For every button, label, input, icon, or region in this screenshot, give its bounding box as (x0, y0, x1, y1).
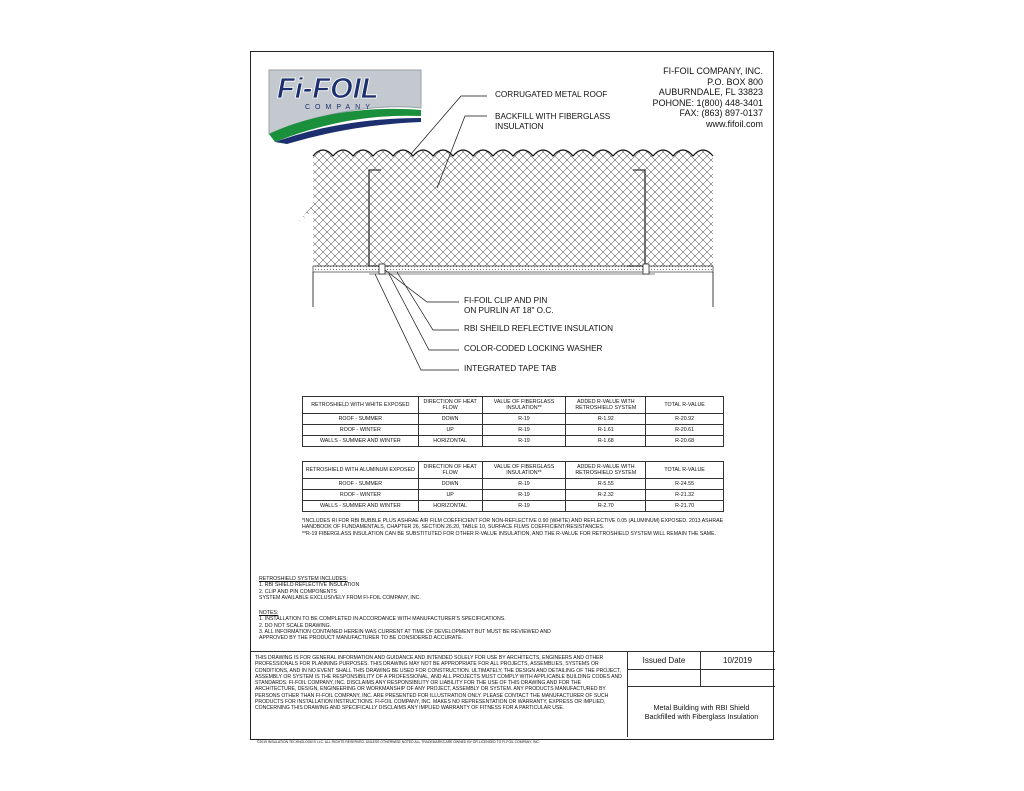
footnote-1: *INCLUDES RI FOR RBI BUBBLE PLUS ASHRAE AIR FILM COEFFICIENT FOR NON-REFLECTIVE 0.90 (WHITE) AND REFLECTIVE 0.05 (ALUMINUM) EXPOSED. 2013 ASHRAE HANDBOOK OF FUNDAMENTALS, CHAPTER 26, SECTION 26.20, TABLE 10, SURFACE FILMS COEFFICIENT/RESISTANCES. (302, 518, 724, 531)
table-header-cell: ADDED R-VALUE WITH RETROSHIELD SYSTEM (566, 462, 646, 479)
table-cell: R-21.32 (646, 490, 724, 501)
table-cell: UP (418, 490, 482, 501)
roof-section-drawing (251, 52, 775, 392)
note-item: 1. INSTALLATION TO BE COMPLETED IN ACCORDANCE WITH MANUFACTURER'S SPECIFICATIONS. (259, 616, 506, 623)
table-cell: R-1.68 (566, 436, 646, 447)
issued-date-label: Issued Date (628, 652, 701, 669)
table-cell: R-24.55 (646, 479, 724, 490)
company-phone: POHONE: 1(800) 448-3401 (652, 97, 763, 108)
callout-clip-2: ON PURLIN AT 18" O.C. (464, 306, 554, 315)
leader-tape (375, 274, 459, 370)
company-city: AUBURNDALE, FL 33823 (658, 87, 763, 97)
table-header-cell: DIRECTION OF HEAT FLOW (418, 462, 482, 479)
callout-backfill-2: INSULATION (495, 122, 544, 131)
table-cell: R-19 (482, 425, 566, 436)
footnote-2: **R-19 FIBERGLASS INSULATION CAN BE SUBSTITUTED FOR OTHER R-VALUE INSULATION, AND THE R-VALUE FOR RETROSHIELD SYSTEM WILL REMAIN THE SAME. (302, 530, 717, 537)
drawing-title (628, 686, 775, 738)
r-value-table-aluminum (302, 461, 724, 512)
table-cell: R-2.32 (566, 490, 646, 501)
company-po-box: P.O. BOX 800 (707, 76, 763, 87)
logo-sub: COMPANY (305, 104, 375, 111)
table-header-cell: TOTAL R-VALUE (646, 397, 724, 414)
leader-roof (411, 96, 487, 154)
table-cell: R-1.61 (566, 425, 646, 436)
note-item: 3. ALL INFORMATION CONTAINED HEREIN WAS CURRENT AT TIME OF DEVELOPMENT BUT MUST BE REVIEWED AND (259, 628, 551, 635)
table-header-cell: RETROSHIELD WITH WHITE EXPOSED (303, 397, 419, 414)
table-cell: WALLS - SUMMER AND WINTER (303, 436, 419, 447)
footnotes (302, 518, 727, 537)
clip-and-pin (379, 264, 385, 274)
table-row (303, 436, 724, 447)
table-cell: R-20.68 (646, 436, 724, 447)
drawing-sheet (250, 51, 774, 744)
table-row (303, 501, 724, 512)
table-header-cell: RETROSHIELD WITH ALUMINUM EXPOSED (303, 462, 419, 479)
system-item: 1. RBI SHIELD REFLECTIVE INSULATION (259, 582, 360, 589)
issued-date-value: 10/2019 (723, 656, 752, 665)
callout-rbi: RBI SHEILD REFLECTIVE INSULATION (464, 324, 614, 333)
table-cell: R-5.55 (566, 479, 646, 490)
table-cell: UP (418, 425, 482, 436)
clip-and-pin-right (643, 264, 649, 274)
table-cell: DOWN (418, 479, 482, 490)
table-cell: R-20.92 (646, 414, 724, 425)
table-cell: ROOF - SUMMER (303, 479, 419, 490)
callout-backfill-1: BACKFILL WITH FIBERGLASS (495, 112, 611, 121)
fiberglass-backfill (297, 150, 713, 266)
note-item: APPROVED BY THE PRODUCT MANUFACTURER TO BE CONSIDERED ACCURATE. (259, 635, 464, 642)
table-cell: ROOF - WINTER (303, 425, 419, 436)
disclaimer-text: THIS DRAWING IS FOR GENERAL INFORMATION AND GUIDANCE AND INTENDED SOLELY FOR USE BY ARCHITECTS, ENGINEERS AND OTHER PROFESSIONALS FOR PLANNING PURPOSES. THIS DRAWING MAY NOT BE APPROPRIATE FOR ALL PROJECTS, ASSEMBLIES, SYSTEMS OR CONDITIONS, AND IN NO EVENT SHALL THIS DRAWING BE USED FOR CONSTRUCTION. ULTIMATELY, THE DESIGN AND DETAILING OF THE PROJECT, ASSEMBLY OR SYSTEM IS THE RESPONSIBILITY OF A PROFESSIONAL, AND ALL PROJECTS MUST COMPLY WITH APPLICABLE BUILDING CODES AND STANDARDS. FI-FOIL COMPANY, INC. DISCLAIMS ANY RESPONSIBILITY OR LIABILITY FOR THE USE OF THIS DRAWING AND FOR THE ARCHITECTURE, DESIGN, ENGINEERING OR WORKMANSHIP OF ANY PROJECT, ASSEMBLY OR SYSTEM. ANY PRODUCTS MANUFACTURED BY PERSONS OTHER THAN FI-FOIL COMPANY, INC. ARE PRESENTED FOR ILLUSTRATION ONLY. PLEASE CONTACT THE MANUFACTURER OF SUCH PRODUCTS FOR INSTALLATION INSTRUCTIONS. FI-FOIL COMPANY, INC. MAKES NO REPRESENTATION OR WARRANTY, EXPRESS OR IMPLIED, CONCERNING THIS DRAWING AND SPECIFICALLY DISCLAIMS ANY IMPLIED WARRANTY OF FITNESS FOR A PARTICULAR USE. (251, 651, 628, 737)
company-fax: FAX: (863) 897-0137 (679, 108, 763, 118)
table-cell: HORIZONTAL (418, 436, 482, 447)
table-header-cell: DIRECTION OF HEAT FLOW (418, 397, 482, 414)
drawing-title-line-2: Backfilled with Fiberglass Insulation (644, 712, 759, 721)
callout-roof: CORRUGATED METAL ROOF (495, 90, 608, 99)
blank-row (628, 669, 775, 687)
system-item: 2. CLIP AND PIN COMPONENTS (259, 588, 338, 595)
table-cell: R-2.70 (566, 501, 646, 512)
system-item: SYSTEM AVAILABLE EXCLUSIVELY FROM FI-FOIL COMPANY, INC. (259, 594, 421, 601)
r-value-table-white (302, 396, 724, 447)
table-cell: R-20.61 (646, 425, 724, 436)
system-title: RETROSHIELD SYSTEM INCLUDES: (259, 576, 348, 582)
title-block (628, 651, 775, 737)
table-header-cell: VALUE OF FIBERGLASS INSULATION** (482, 397, 566, 414)
table-cell: R-19 (482, 479, 566, 490)
system-includes (259, 576, 619, 601)
notes-title: NOTES: (259, 610, 279, 616)
table-cell: ROOF - WINTER (303, 490, 419, 501)
table-cell: ROOF - SUMMER (303, 414, 419, 425)
table-header-cell: ADDED R-VALUE WITH RETROSHIELD SYSTEM (566, 397, 646, 414)
table-row (303, 479, 724, 490)
company-web[interactable]: www.fifoil.com (705, 118, 763, 129)
table-row (303, 425, 724, 436)
table-row (303, 490, 724, 501)
logo-brand: Fi-FOIL (277, 73, 379, 105)
table-cell: R-19 (482, 436, 566, 447)
rbi-shield-layer (313, 266, 713, 272)
table-header-row (303, 397, 724, 414)
table-cell: R-19 (482, 414, 566, 425)
leader-rbi (397, 272, 459, 330)
company-name: FI-FOIL COMPANY, INC. (663, 66, 763, 76)
drawing-title-line-1: Metal Building with RBI Shield (653, 703, 750, 712)
table-header-cell: VALUE OF FIBERGLASS INSULATION** (482, 462, 566, 479)
callout-washer: COLOR-CODED LOCKING WASHER (464, 344, 603, 353)
issued-date-row (628, 652, 775, 670)
leader-washer (389, 274, 459, 350)
corrugated-metal-roof (313, 150, 713, 156)
callout-tape: INTEGRATED TAPE TAB (464, 364, 557, 373)
leader-clip (385, 270, 459, 302)
table-cell: R-21.70 (646, 501, 724, 512)
table-cell: R-1.92 (566, 414, 646, 425)
notes (259, 610, 639, 641)
table-row (303, 414, 724, 425)
table-header-row (303, 462, 724, 479)
table-header-cell: TOTAL R-VALUE (646, 462, 724, 479)
table-cell: HORIZONTAL (418, 501, 482, 512)
note-item: 2. DO NOT SCALE DRAWING. (259, 622, 332, 629)
table-cell: R-19 (482, 501, 566, 512)
copyright-line: ©2019 INSULATION TECHNOLOGIES LLC. ALL RIGHTS RESERVED. UNLESS OTHERWISE NOTED ALL TRADEMARKS ARE OWNED BY OR LICENSED TO FI-FOIL COMPANY, INC. (257, 740, 540, 744)
callout-clip-1: FI-FOIL CLIP AND PIN (464, 296, 548, 305)
table-cell: WALLS - SUMMER AND WINTER (303, 501, 419, 512)
table-cell: DOWN (418, 414, 482, 425)
table-cell: R-19 (482, 490, 566, 501)
